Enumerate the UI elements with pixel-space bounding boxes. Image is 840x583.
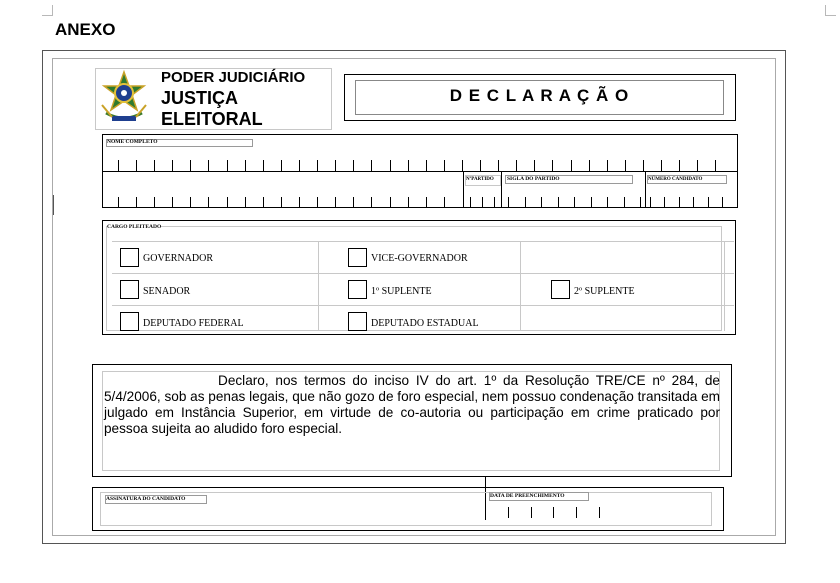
char-box-tick bbox=[227, 197, 228, 208]
char-box-tick bbox=[679, 160, 680, 171]
char-box-tick bbox=[263, 160, 264, 171]
char-box-tick bbox=[708, 197, 709, 208]
char-box-tick bbox=[426, 197, 427, 208]
declaration-text: Declaro, nos termos do inciso IV do art. 1º da Resolução TRE/CE nº 284, de 5/4/2006, sob as penas legais, que não gozo de foro especial, nem possuo condenação transitada em julgado em Instância Superior, em virtude de co-autoria ou participação em crime praticado por pessoa sujeita ao aludido foro especial. bbox=[104, 373, 720, 436]
char-box-tick bbox=[390, 197, 391, 208]
char-box-tick bbox=[589, 160, 590, 171]
assinatura-label: ASSINATURA DO CANDIDATO bbox=[106, 496, 186, 502]
char-box-tick bbox=[697, 160, 698, 171]
cargo-row-divider bbox=[112, 241, 734, 242]
char-box-tick bbox=[172, 160, 173, 171]
assinatura-field[interactable] bbox=[105, 504, 480, 522]
char-box-tick bbox=[371, 197, 372, 208]
char-box-tick bbox=[508, 507, 509, 518]
char-box-tick bbox=[281, 197, 282, 208]
senador-option-label: SENADOR bbox=[143, 286, 191, 297]
cargo-col-divider bbox=[724, 241, 725, 331]
char-box-tick bbox=[640, 197, 641, 208]
char-box-tick bbox=[263, 197, 264, 208]
char-box-tick bbox=[190, 197, 191, 208]
npartido-divider bbox=[463, 171, 464, 208]
char-box-tick bbox=[462, 160, 463, 171]
char-box-tick bbox=[154, 197, 155, 208]
char-box-tick bbox=[643, 160, 644, 171]
org-line-3: ELEITORAL bbox=[161, 109, 263, 129]
char-box-tick bbox=[553, 507, 554, 518]
char-box-tick bbox=[494, 197, 495, 208]
char-box-tick bbox=[317, 197, 318, 208]
numero-candidato-label: NÚMERO CANDIDATO bbox=[648, 177, 703, 182]
char-box-tick bbox=[190, 160, 191, 171]
nome-completo-label: NOME COMPLETO bbox=[107, 139, 158, 145]
governador-checkbox[interactable] bbox=[120, 248, 139, 267]
char-box-tick bbox=[571, 160, 572, 171]
char-box-tick bbox=[444, 160, 445, 171]
char-box-tick bbox=[498, 160, 499, 171]
char-box-tick bbox=[508, 197, 509, 208]
vice-governador-checkbox[interactable] bbox=[348, 248, 367, 267]
cargo-row-divider bbox=[112, 305, 734, 306]
char-box-tick bbox=[245, 160, 246, 171]
page-corner-mark bbox=[42, 5, 53, 16]
char-box-tick bbox=[558, 197, 559, 208]
sigla-divider bbox=[501, 171, 502, 208]
document-title: D E C L A R A Ç Ã O bbox=[449, 86, 630, 105]
segundo-suplente-checkbox[interactable] bbox=[551, 280, 570, 299]
char-box-tick bbox=[281, 160, 282, 171]
char-box-tick bbox=[607, 160, 608, 171]
char-box-tick bbox=[679, 197, 680, 208]
char-box-tick bbox=[576, 507, 577, 518]
char-box-tick bbox=[208, 160, 209, 171]
annex-heading: ANEXO bbox=[55, 20, 116, 39]
deputado-federal-option-label: DEPUTADO FEDERAL bbox=[143, 318, 244, 329]
char-box-tick bbox=[136, 197, 137, 208]
char-box-tick bbox=[661, 160, 662, 171]
char-box-tick bbox=[574, 197, 575, 208]
char-box-tick bbox=[722, 197, 723, 208]
char-box-tick bbox=[516, 160, 517, 171]
char-box-tick bbox=[371, 160, 372, 171]
page-corner-mark bbox=[825, 5, 836, 16]
org-line-2: JUSTIÇA bbox=[161, 88, 239, 108]
char-box-tick bbox=[299, 160, 300, 171]
char-box-tick bbox=[482, 197, 483, 208]
char-box-tick bbox=[408, 197, 409, 208]
senador-checkbox[interactable] bbox=[120, 280, 139, 299]
char-box-tick bbox=[444, 197, 445, 208]
char-box-tick bbox=[390, 160, 391, 171]
primeiro-suplente-checkbox[interactable] bbox=[348, 280, 367, 299]
char-box-tick bbox=[625, 160, 626, 171]
char-box-tick bbox=[299, 197, 300, 208]
char-box-tick bbox=[525, 197, 526, 208]
char-box-tick bbox=[591, 197, 592, 208]
identification-divider bbox=[102, 171, 738, 172]
char-box-tick bbox=[599, 507, 600, 518]
char-box-tick bbox=[715, 160, 716, 171]
char-box-tick bbox=[693, 197, 694, 208]
char-box-tick bbox=[664, 197, 665, 208]
char-box-tick bbox=[534, 160, 535, 171]
vice-governador-option-label: VICE-GOVERNADOR bbox=[371, 253, 468, 264]
cargo-col-divider bbox=[318, 241, 319, 331]
char-box-tick bbox=[317, 160, 318, 171]
deputado-estadual-checkbox[interactable] bbox=[348, 312, 367, 331]
char-box-tick bbox=[353, 197, 354, 208]
char-box-tick bbox=[541, 197, 542, 208]
sigla-label: SIGLA DO PARTIDO bbox=[507, 176, 560, 182]
char-box-tick bbox=[480, 160, 481, 171]
data-preenchimento-label: DATA DE PREENCHIMENTO bbox=[490, 493, 565, 499]
char-box-tick bbox=[172, 197, 173, 208]
cargo-col-divider bbox=[520, 241, 521, 331]
char-box-tick bbox=[118, 160, 119, 171]
char-box-tick bbox=[136, 160, 137, 171]
char-box-tick bbox=[335, 160, 336, 171]
char-box-tick bbox=[607, 197, 608, 208]
char-box-tick bbox=[227, 160, 228, 171]
org-line-1: PODER JUDICIÁRIO bbox=[161, 69, 306, 86]
char-box-tick bbox=[470, 197, 471, 208]
char-box-tick bbox=[245, 197, 246, 208]
cargo-row-divider bbox=[112, 273, 734, 274]
char-box-tick bbox=[552, 160, 553, 171]
char-box-tick bbox=[624, 197, 625, 208]
char-box-tick bbox=[154, 160, 155, 171]
char-box-tick bbox=[208, 197, 209, 208]
char-box-tick bbox=[353, 160, 354, 171]
char-box-tick bbox=[531, 507, 532, 518]
char-box-tick bbox=[650, 197, 651, 208]
deputado-federal-checkbox[interactable] bbox=[120, 312, 139, 331]
primeiro-suplente-option-label: 1º SUPLENTE bbox=[371, 286, 432, 297]
segundo-suplente-option-label: 2º SUPLENTE bbox=[574, 286, 635, 297]
char-box-tick bbox=[335, 197, 336, 208]
char-box-tick bbox=[118, 197, 119, 208]
char-box-tick bbox=[426, 160, 427, 171]
numero-divider bbox=[645, 171, 646, 208]
governador-option-label: GOVERNADOR bbox=[143, 253, 213, 264]
cargo-pleiteado-label: CARGO PLEITEADO bbox=[107, 224, 162, 230]
deputado-estadual-option-label: DEPUTADO ESTADUAL bbox=[371, 318, 479, 329]
npartido-label: NºPARTIDO bbox=[466, 177, 494, 182]
char-box-tick bbox=[408, 160, 409, 171]
